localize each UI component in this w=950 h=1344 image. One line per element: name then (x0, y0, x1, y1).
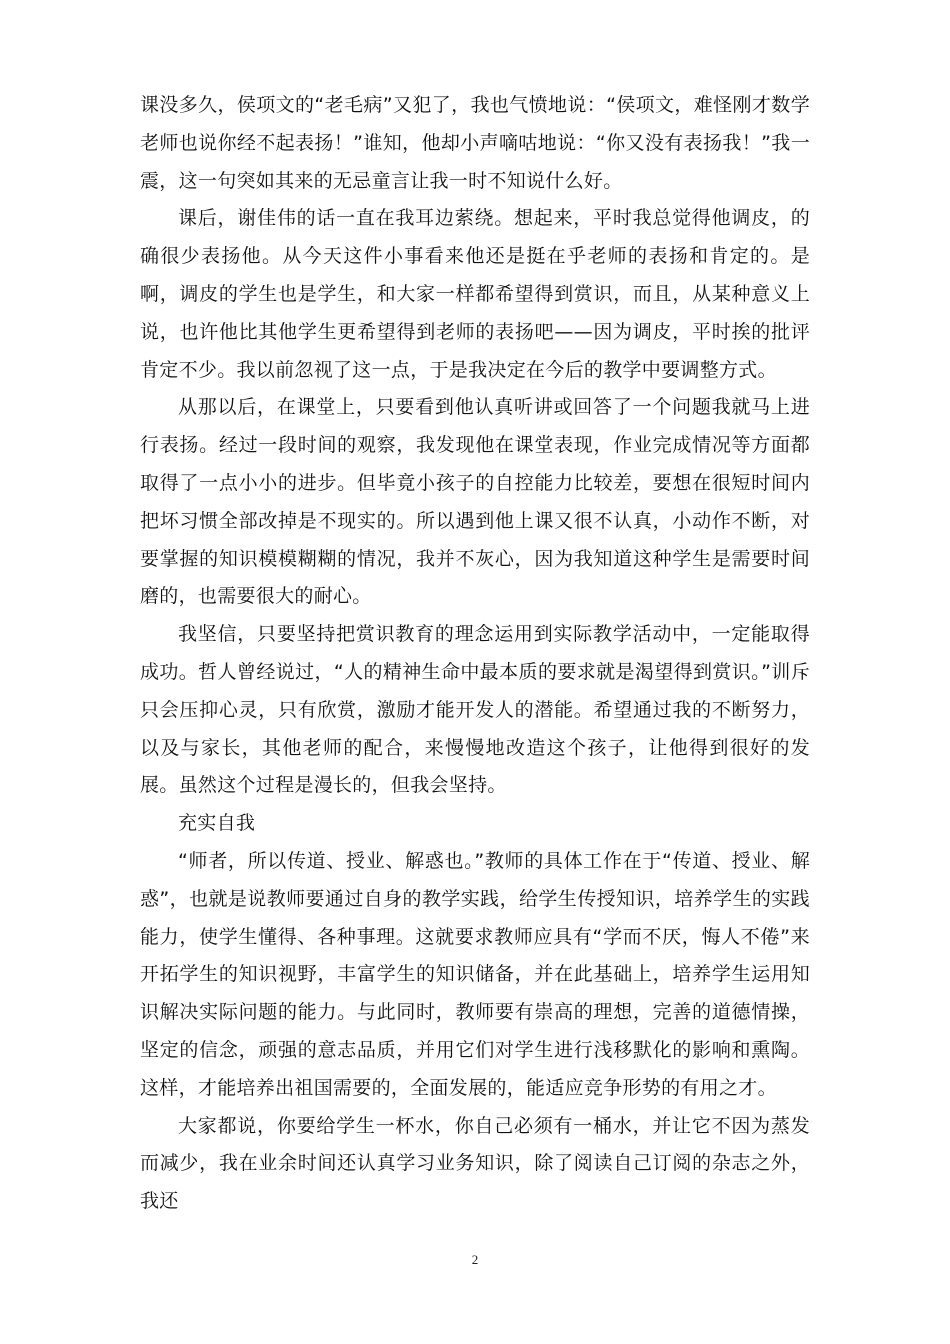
paragraph-2: 课后，谢佳伟的话一直在我耳边萦绕。想起来，平时我总觉得他调皮，的确很少表扬他。从今天这件小事看来他还是挺在乎老师的表扬和肯定的。是啊，调皮的学生也是学生，和大家一样都希望得到赏识，而且，从某种意义上说，也许他比其他学生更希望得到老师的表扬吧——因为调皮，平时挨的批评肯定不少。我以前忽视了这一点，于是我决定在今后的教学中要调整方式。 (140, 207, 810, 381)
paragraph-5: “师者，所以传道、授业、解惑也。”教师的具体工作在于“传道、授业、解惑”，也就是说教师要通过自身的教学实践，给学生传授知识，培养学生的实践能力，使学生懂得、各种事理。这就要求教师应具有“学而不厌，悔人不倦”来开拓学生的知识视野，丰富学生的知识储备，并在此基础上，培养学生运用知识解决实际问题的能力。与此同时，教师要有崇高的理想，完善的道德情操，坚定的信念，顽强的意志品质，并用它们对学生进行浅移默化的影响和熏陶。这样，才能培养出祖国需要的，全面发展的，能适应竞争形势的有用之才。 (140, 849, 810, 1099)
body-text (140, 87, 810, 1221)
paragraph-4: 我坚信，只要坚持把赏识教育的理念运用到实际教学活动中，一定能取得成功。哲人曾经说过，“人的精神生命中最本质的要求就是渴望得到赏识。”训斥只会压抑心灵，只有欣赏，激励才能开发人的潜能。希望通过我的不断努力，以及与家长，其他老师的配合，来慢慢地改造这个孩子，让他得到很好的发展。虽然这个过程是漫长的，但我会坚持。 (140, 623, 810, 797)
page-number: 2 (471, 1252, 479, 1267)
paragraph-3: 从那以后，在课堂上，只要看到他认真听讲或回答了一个问题我就马上进行表扬。经过一段时间的观察，我发现他在课堂表现，作业完成情况等方面都取得了一点小小的进步。但毕竟小孩子的自控能力比较差，要想在很短时间内把坏习惯全部改掉是不现实的。所以遇到他上课又很不认真，小动作不断，对要掌握的知识模模糊糊的情况，我并不灰心，因为我知道这种学生是需要时间磨的，也需要很大的耐心。 (140, 396, 810, 608)
section-heading: 充实自我 (178, 812, 256, 835)
paragraph-1: 课没多久，侯项文的“老毛病”又犯了，我也气愤地说：“侯项文，难怪刚才数学老师也说你经不起表扬！”谁知，他却小声嘀咕地说：“你又没有表扬我！”我一震，这一句突如其来的无忌童言让我一时不知说什么好。 (140, 94, 810, 192)
paragraph-6: 大家都说，你要给学生一杯水，你自己必须有一桶水，并让它不因为蒸发而减少，我在业余时间还认真学习业务知识，除了阅读自己订阅的杂志之外，我还 (140, 1114, 810, 1213)
